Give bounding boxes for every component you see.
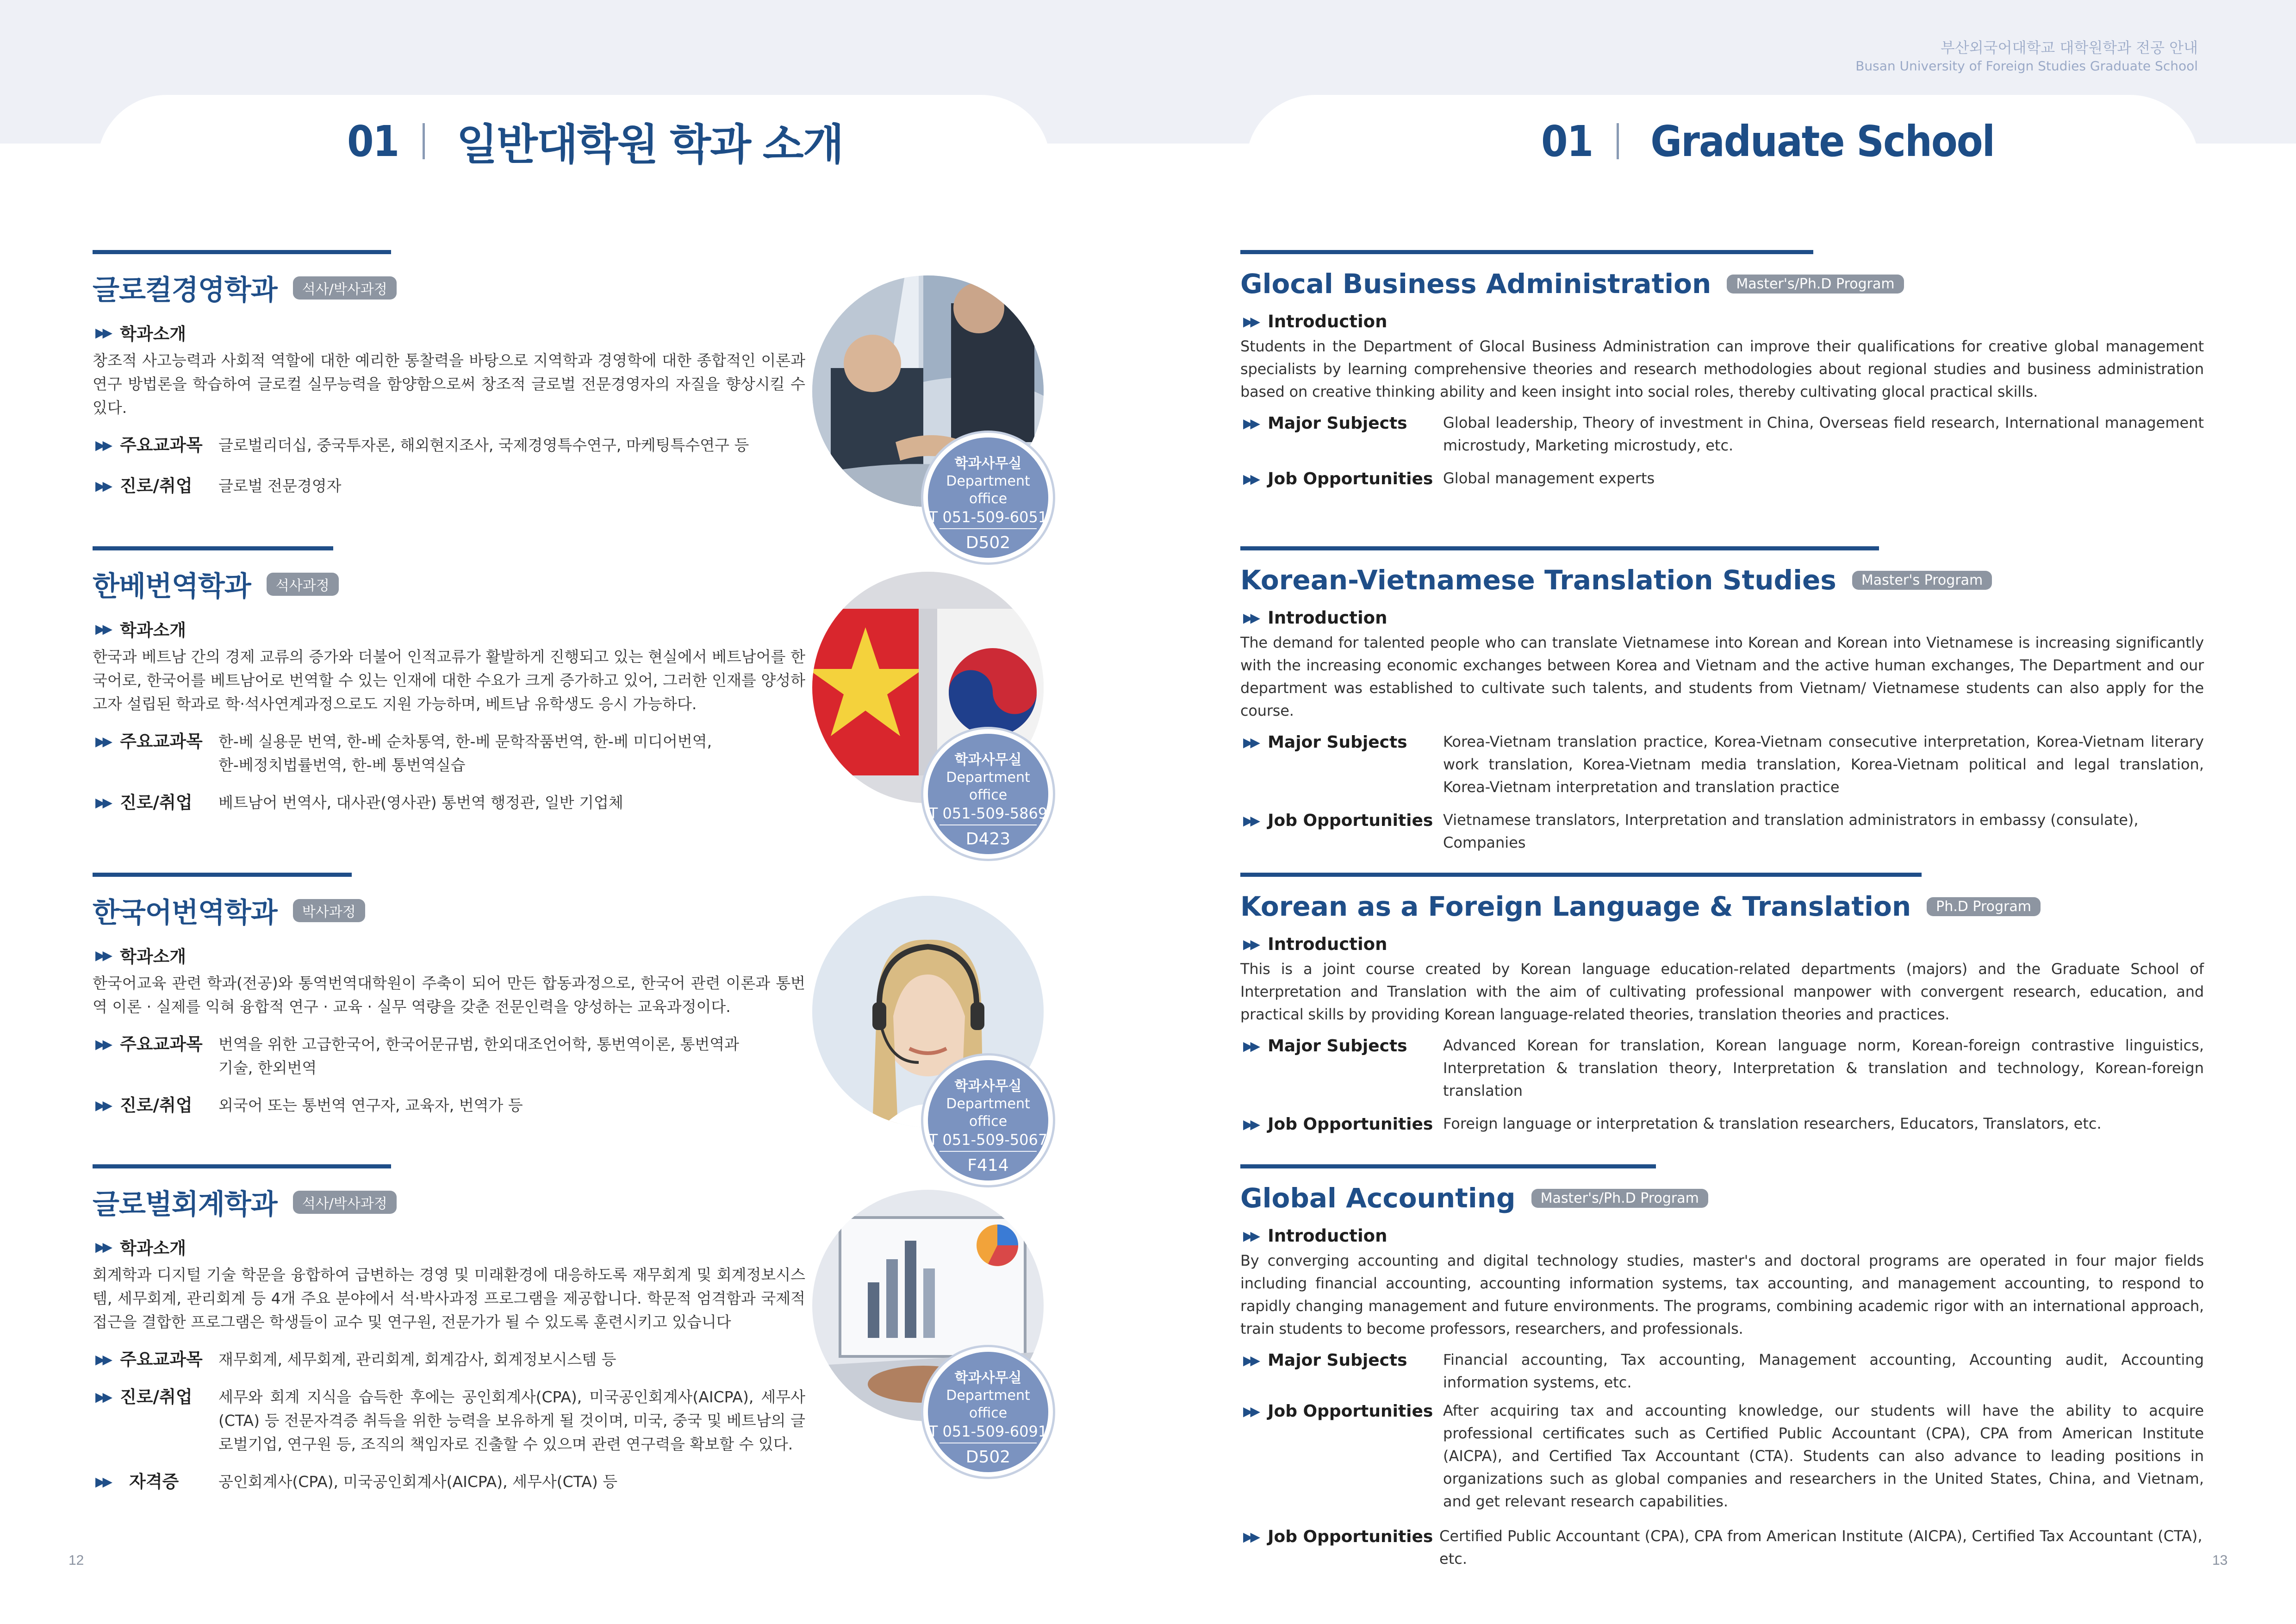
jobs-text-2: Certified Public Accountant (CPA), CPA from American Institute (AICPA), Certified Tax Accountant (CTA), etc.: [1439, 1527, 2203, 1568]
jobs-row: [1240, 809, 2204, 854]
program-badge: Master's/Ph.D Program: [1531, 1189, 1708, 1208]
jobs-text: Vietnamese translators, Interpretation and translation administrators in embassy (consulate), Companies: [1443, 811, 2139, 851]
subjects-label: ▶▶ Major Subjects: [1243, 731, 1443, 754]
jobs-row: [1240, 1112, 2204, 1136]
program-badge: 박사과정: [293, 899, 365, 922]
intro-text: The demand for talented people who can translate Vietnamese into Korean and Korean into Vietnamese is increasing significantly with the increasing economic exchanges between Korea and Vietnam and the active human exchanges, The Department and our department was established to cultivate such talents, and students from Vietnam/ Vietnamese students can also apply for the course.: [1240, 634, 2204, 719]
subjects-row: [1240, 1034, 2204, 1102]
left-title-text: 일반대학원 학과 소개: [456, 120, 843, 169]
section-ko-korean-translation: [93, 873, 805, 1117]
office-badge: 학과사무실 Department office T 051-509-5869 D423: [923, 729, 1053, 859]
jobs-label: ▶▶ Job Opportunities: [1243, 1112, 1443, 1136]
office-phone: T 051-509-6051: [928, 508, 1048, 526]
double-arrow-icon: ▶▶: [1243, 416, 1258, 431]
intro-text: 한국과 베트남 간의 경제 교류의 증가와 더불어 인적교류가 활발하게 진행되고 있는 현실에서 베트남어를 한국어로, 한국어를 베트남어로 번역할 수 있는 인재에 대한 수요가 크게 증가하고 있어, 그러한 인재를 양성하고자 설립된 학과로 학·석사연계과정으로도 지원 가능하며, 베트남 유학생도 응시 가능하다.: [93, 648, 805, 713]
double-arrow-icon: ▶▶: [95, 621, 110, 637]
subjects-row: [1240, 412, 2204, 457]
jobs-row-2: [1240, 1525, 2204, 1570]
jobs-text: Foreign language or interpretation & translation researchers, Educators, Translators, etc.: [1443, 1115, 2102, 1132]
double-arrow-icon: ▶▶: [1243, 1038, 1258, 1054]
section-en-korean-vietnamese: [1240, 546, 2204, 854]
section-title: 한국어번역학과: [93, 897, 277, 929]
section-title: Glocal Business Administration: [1240, 268, 1711, 300]
jobs-label: ▶▶ Job Opportunities: [1243, 1525, 1443, 1549]
intro-label: ▶▶ 학과소개: [95, 620, 187, 640]
subjects-text: Global leadership, Theory of investment in China, Overseas field research, International management microstudy, Marketing microstudy, etc.: [1443, 414, 2204, 454]
intro-text: By converging accounting and digital technology studies, master's and doctoral programs are operated in four major fields including financial accounting, accounting information systems, tax accounting, and management accounting, to respond to rapidly changing management and future environments. The programs, combining academic rigor with an international approach, train students to become professors, researchers, and professionals.: [1240, 1252, 2204, 1337]
double-arrow-icon: ▶▶: [1243, 1353, 1258, 1368]
office-room: D502: [965, 1448, 1011, 1467]
intro-text: This is a joint course created by Korean language education-related departments (majors) and the Graduate School of Interpretation and Translation with the aim of cultivating professional manpower with convergent research, education, and practical skills by providing Korean language-related theories, translation theories and practices.: [1240, 960, 2204, 1023]
intro-label: ▶▶ 학과소개: [95, 324, 187, 344]
double-arrow-icon: ▶▶: [1243, 937, 1258, 952]
section-rule: [1240, 1164, 1656, 1168]
office-badge: 학과사무실 Department office T 051-509-5067 F414: [923, 1056, 1053, 1185]
title-divider: [1617, 123, 1619, 159]
section-title: Korean-Vietnamese Translation Studies: [1240, 564, 1836, 596]
double-arrow-icon: ▶▶: [95, 1098, 110, 1113]
section-rule: [1240, 250, 1813, 254]
career-label: ▶▶ 진로/취업: [95, 1385, 218, 1409]
section-title: 한베번역학과: [93, 570, 251, 603]
double-arrow-icon: ▶▶: [95, 1037, 110, 1052]
career-row: [93, 1385, 805, 1456]
license-row: [93, 1470, 805, 1493]
career-row: [93, 474, 805, 498]
section-rule: [1240, 546, 1879, 550]
subjects-label: ▶▶ Major Subjects: [1243, 1034, 1443, 1058]
subjects-row: [93, 730, 713, 777]
section-title: 글로벌회계학과: [93, 1188, 277, 1221]
license-text: 공인회계사(CPA), 미국공인회계사(AICPA), 세무사(CTA) 등: [218, 1473, 618, 1491]
intro-label: ▶▶ Introduction: [1243, 608, 1388, 628]
subjects-row: [93, 433, 805, 457]
subjects-label: ▶▶ Major Subjects: [1243, 1349, 1443, 1372]
section-rule: [93, 546, 333, 550]
subjects-row: [1240, 1349, 2204, 1394]
jobs-label: ▶▶ Job Opportunities: [1243, 467, 1443, 491]
double-arrow-icon: ▶▶: [1243, 813, 1258, 828]
double-arrow-icon: ▶▶: [95, 947, 110, 963]
office-badge: 학과사무실 Department office T 051-509-6091 D502: [923, 1347, 1053, 1477]
double-arrow-icon: ▶▶: [95, 1389, 110, 1405]
double-arrow-icon: ▶▶: [95, 734, 110, 749]
subjects-label: ▶▶ Major Subjects: [1243, 412, 1443, 435]
section-ko-korean-vietnamese: [93, 546, 805, 814]
right-page-title: [1541, 111, 1994, 171]
subjects-label: ▶▶ 주요교과목: [95, 1348, 218, 1371]
intro-label: ▶▶ Introduction: [1243, 934, 1388, 954]
subjects-row: [93, 1348, 805, 1371]
page-number-left: 12: [68, 1553, 84, 1568]
double-arrow-icon: ▶▶: [1243, 1117, 1258, 1132]
program-badge: 석사과정: [267, 573, 339, 596]
career-text: 글로벌 전문경영자: [218, 477, 342, 495]
intro-label: ▶▶ 학과소개: [95, 1238, 187, 1258]
jobs-text: Global management experts: [1443, 469, 1655, 487]
jobs-label: ▶▶ Job Opportunities: [1243, 809, 1443, 832]
left-title-number: 01: [347, 116, 399, 166]
subjects-text: Financial accounting, Tax accounting, Management accounting, Accounting audit, Accounting information systems, etc.: [1443, 1351, 2204, 1391]
double-arrow-icon: ▶▶: [95, 795, 110, 810]
section-rule: [93, 1164, 391, 1168]
career-row: [93, 1093, 805, 1117]
career-label: ▶▶ 진로/취업: [95, 474, 218, 498]
double-arrow-icon: ▶▶: [95, 1474, 110, 1489]
subjects-label: ▶▶ 주요교과목: [95, 433, 218, 457]
subjects-text: Advanced Korean for translation, Korean language norm, Korean-foreign contrastive linguistics, Interpretation & translation theory, Interpretation & translation and technology, Korean-foreign translation: [1443, 1037, 2204, 1099]
double-arrow-icon: ▶▶: [1243, 735, 1258, 750]
intro-label: ▶▶ 학과소개: [95, 947, 187, 967]
office-room: D423: [965, 830, 1011, 849]
program-badge: Master's/Ph.D Program: [1727, 275, 1904, 294]
program-badge: 석사/박사과정: [293, 276, 397, 300]
license-label: ▶▶ 자격증: [95, 1470, 218, 1493]
subjects-text: 재무회계, 세무회계, 관리회계, 회계감사, 회계정보시스템 등: [218, 1350, 616, 1368]
title-divider: [423, 123, 425, 159]
subjects-text: 글로벌리더십, 중국투자론, 해외현지조사, 국제경영특수연구, 마케팅특수연구 등: [218, 436, 749, 454]
double-arrow-icon: ▶▶: [1243, 1529, 1258, 1544]
office-phone: T 051-509-6091: [928, 1423, 1048, 1440]
office-room: F414: [967, 1156, 1009, 1175]
double-arrow-icon: ▶▶: [95, 1239, 110, 1255]
intro-text: 한국어교육 관련 학과(전공)와 통역번역대학원이 주축이 되어 만든 합동과정으로, 한국어 관련 이론과 통번역 이론 · 실제를 익혀 융합적 연구 · 교육 · 실무 역량을 갖춘 전문인력을 양성하는 교육과정이다.: [93, 974, 805, 1016]
section-en-glocal-business: [1240, 250, 2204, 491]
career-label: ▶▶ 진로/취업: [95, 791, 218, 814]
intro-label: ▶▶ Introduction: [1243, 312, 1388, 331]
office-phone: T 051-509-5869: [928, 805, 1048, 822]
jobs-row: [1240, 1399, 2204, 1513]
double-arrow-icon: ▶▶: [95, 1352, 110, 1367]
right-title-number: 01: [1541, 116, 1593, 166]
double-arrow-icon: ▶▶: [95, 478, 110, 493]
double-arrow-icon: ▶▶: [95, 325, 110, 340]
intro-text: Students in the Department of Glocal Business Administration can improve their qualifications for creative global management specialists by learning comprehensive theories and research methodologies about regional studies and business administration based on creative thinking ability and keen insight into social roles, thereby cultivating glocal practical skills.: [1240, 337, 2204, 400]
career-text: 세무와 회계 지식을 습득한 후에는 공인회계사(CPA), 미국공인회계사(AICPA), 세무사(CTA) 등 전문자격증 취득을 위한 능력을 보유하게 될 것이며, 미국, 중국 및 베트남의 글로벌기업, 연구원 등, 조직의 책임자로 진출할 수 있으며 관련 연구력을 확보할 수 있다.: [218, 1388, 805, 1453]
subjects-text: Korea-Vietnam translation practice, Korea-Vietnam consecutive interpretation, Korea-Vietnam literary work translation, Korea-Vietnam media translation, Korea-Vietnam political and legal translation, Korea-Vietnam interpretation and translation practice: [1443, 733, 2204, 796]
program-badge: 석사/박사과정: [293, 1191, 397, 1214]
section-title: Global Accounting: [1240, 1182, 1516, 1214]
section-title: 글로컬경영학과: [93, 274, 277, 306]
career-row: [93, 791, 805, 814]
left-page-title: [347, 111, 843, 171]
subjects-label: ▶▶ 주요교과목: [95, 730, 218, 753]
double-arrow-icon: ▶▶: [95, 437, 110, 453]
subjects-text: 번역을 위한 고급한국어, 한국어문규범, 한외대조언어학, 통번역이론, 통번역과기술, 한외번역: [218, 1035, 739, 1077]
career-label: ▶▶ 진로/취업: [95, 1093, 218, 1117]
brand-korean: 부산외국어대학교 대학원학과 전공 안내: [1940, 39, 2198, 56]
double-arrow-icon: ▶▶: [1243, 610, 1258, 625]
section-en-global-accounting: [1240, 1164, 2204, 1570]
subjects-label: ▶▶ 주요교과목: [95, 1032, 218, 1056]
brand-english: Busan University of Foreign Studies Graduate School: [1855, 58, 2198, 74]
office-room: D502: [965, 533, 1011, 552]
section-rule: [1240, 873, 1922, 877]
section-ko-glocal-business: [93, 250, 805, 498]
double-arrow-icon: ▶▶: [1243, 1228, 1258, 1243]
program-badge: Ph.D Program: [1927, 897, 2041, 916]
double-arrow-icon: ▶▶: [1243, 471, 1258, 487]
page-number-right: 13: [2212, 1553, 2228, 1568]
office-badge: 학과사무실 Department office T 051-509-6051 D502: [923, 433, 1053, 562]
jobs-label: ▶▶ Job Opportunities: [1243, 1399, 1443, 1423]
jobs-text: After acquiring tax and accounting knowledge, our students will have the ability to acquire professional certificates such as Certified Public Accountant (CPA), CPA from American Institute (AICPA), and Certified Tax Accountant (CTA). Students can also advance to leading positions in organizations such as global companies and researchers in the United States, China, and Vietnam, and get relevant research capabilities.: [1443, 1402, 2204, 1510]
double-arrow-icon: ▶▶: [1243, 314, 1258, 329]
intro-label: ▶▶ Introduction: [1243, 1226, 1388, 1246]
section-ko-global-accounting: [93, 1164, 805, 1493]
subjects-row: [93, 1032, 740, 1080]
right-title-text: Graduate School: [1650, 116, 1995, 166]
double-arrow-icon: ▶▶: [1243, 1404, 1258, 1419]
section-rule: [93, 250, 391, 254]
career-text: 베트남어 번역사, 대사관(영사관) 통번역 행정관, 일반 기업체: [218, 793, 623, 812]
career-text: 외국어 또는 통번역 연구자, 교육자, 번역가 등: [218, 1096, 523, 1114]
subjects-text: 한-베 실용문 번역, 한-베 순차통역, 한-베 문학작품번역, 한-베 미디어번역, 한-베정치법률번역, 한-베 통번역실습: [218, 732, 712, 774]
section-en-korean-foreign-language: [1240, 873, 2204, 1136]
subjects-row: [1240, 731, 2204, 799]
intro-text: 창조적 사고능력과 사회적 역할에 대한 예리한 통찰력을 바탕으로 지역학과 경영학에 대한 종합적인 이론과 연구 방법론을 학습하여 글로컬 실무능력을 함양함으로써 창조적 글로벌 전문경영자의 자질을 향상시킬 수 있다.: [93, 351, 805, 417]
jobs-row: [1240, 467, 2204, 491]
intro-text: 회계학과 디지털 기술 학문을 융합하여 급변하는 경영 및 미래환경에 대응하도록 재무회계 및 회계정보시스템, 세무회계, 관리회계 등 4개 주요 분야에서 석·박사과정 프로그램을 제공합니다. 학문적 엄격함과 국제적 접근을 결합한 프로그램은 학생들이 교수 및 연구원, 전문가가 될 수 있도록 훈련시키고 있습니다: [93, 1266, 805, 1331]
section-title: Korean as a Foreign Language & Translation: [1240, 891, 1911, 922]
section-rule: [93, 873, 352, 877]
office-phone: T 051-509-5067: [928, 1131, 1048, 1149]
program-badge: Master's Program: [1852, 571, 1992, 590]
